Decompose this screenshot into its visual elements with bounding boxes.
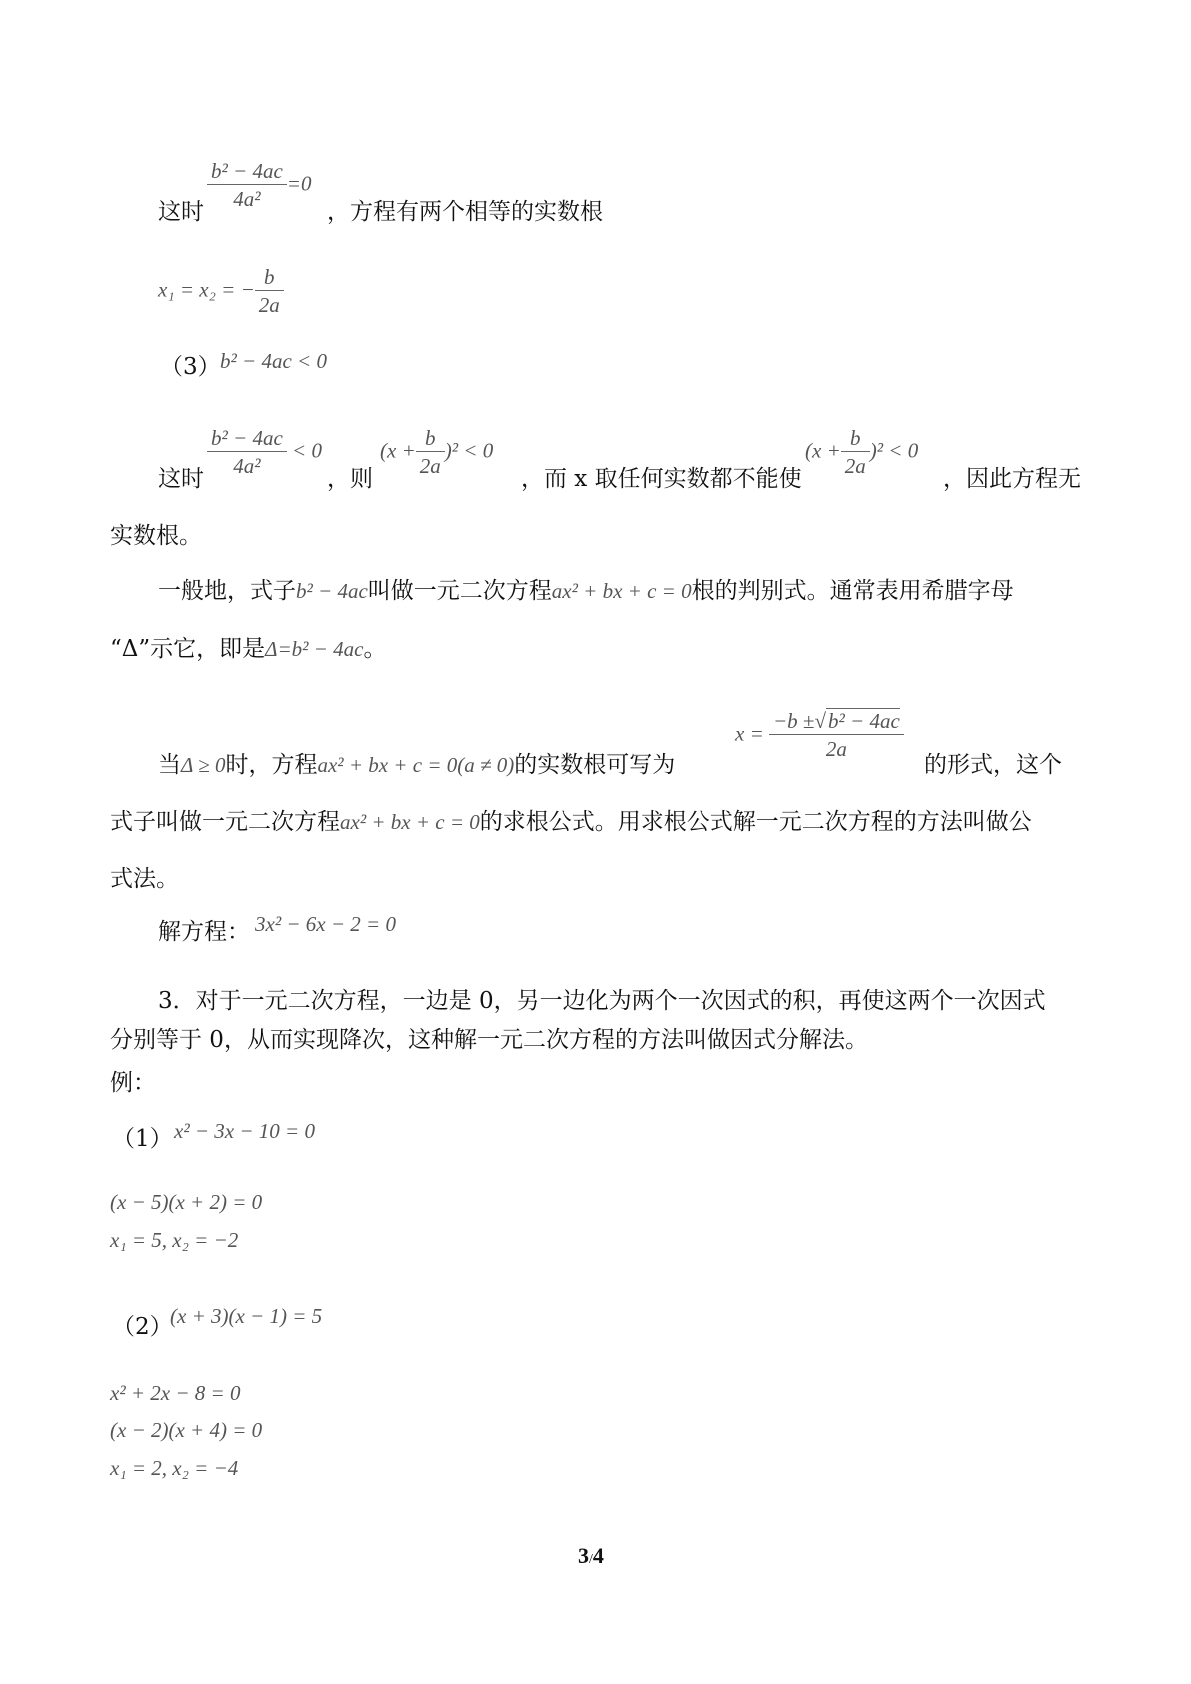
discriminant-fraction-negative xyxy=(207,425,322,480)
math-delta-nonneg: Δ ≥ 0 xyxy=(181,753,226,777)
square-den: 2a xyxy=(844,454,866,478)
text-zheshi-2: 这时 xyxy=(158,466,204,492)
text: 一般地，式子 xyxy=(158,578,296,604)
text: 。 xyxy=(363,636,387,662)
text-equal-roots: ，方程有两个相等的实数根 xyxy=(327,199,603,225)
text-zheshi-1: 这时 xyxy=(158,199,204,225)
math-discriminant: b² − 4ac xyxy=(296,579,368,603)
fraction-rhs: < 0 xyxy=(292,438,322,463)
square-den: 2a xyxy=(419,454,441,478)
page-separator: / xyxy=(589,1552,593,1567)
text-formula-method: 式法。 xyxy=(110,866,179,892)
fraction-denominator: 4a² xyxy=(233,187,261,211)
example-2-step2: (x − 2)(x + 4) = 0 xyxy=(110,1418,263,1442)
formula-lhs: x = xyxy=(735,721,764,746)
case-3-label: （3） xyxy=(160,354,221,380)
factor-method-line2: 分别等于 0，从而实现降次，这种解一元二次方程的方法叫做因式分解法。 xyxy=(110,1027,868,1053)
text: 的实数根可写为 xyxy=(514,752,676,778)
math-delta-definition: Δ=b² − 4ac xyxy=(265,637,364,661)
text: 当 xyxy=(158,752,181,778)
text-form: 的形式，这个 xyxy=(924,752,1062,778)
text: 的求根公式。用求根公式解一元二次方程的方法叫做公 xyxy=(479,809,1032,835)
factor-method-line1: 3．对于一元二次方程，一边是 0，另一边化为两个一次因式的积，再使这两个一次因式 xyxy=(158,988,1046,1014)
square-negative-1 xyxy=(380,425,493,480)
square-num: b xyxy=(841,425,870,452)
square-negative-2 xyxy=(805,425,918,480)
equal-roots-lhs: x₁ = x₂ = − xyxy=(158,277,255,302)
example-1-step2: x₁ = 5, x₂ = −2 xyxy=(110,1228,239,1252)
example-2-equation: (x + 3)(x − 1) = 5 xyxy=(170,1304,323,1328)
square-open: (x + xyxy=(805,438,841,463)
text-x-cannot: ，而 x 取任何实数都不能使 xyxy=(521,466,802,492)
equal-roots-formula xyxy=(158,264,284,319)
formula-paragraph-line1 xyxy=(158,750,675,780)
example-2-step3: x₁ = 2, x₂ = −4 xyxy=(110,1456,239,1480)
example-1-equation: x² − 3x − 10 = 0 xyxy=(174,1119,315,1143)
square-open: (x + xyxy=(380,438,416,463)
solve-equation: 3x² − 6x − 2 = 0 xyxy=(255,912,396,936)
page-current: 3 xyxy=(578,1543,589,1568)
formula-paragraph-line2 xyxy=(110,807,1032,837)
fraction-rhs: =0 xyxy=(286,171,312,196)
text-shishugen: 实数根。 xyxy=(110,523,202,549)
page-number xyxy=(578,1543,604,1569)
math-quadratic: ax² + bx + c = 0 xyxy=(551,579,692,603)
discriminant-paragraph-line2 xyxy=(110,634,386,664)
solve-label: 解方程： xyxy=(158,919,250,945)
example-1-step1: (x − 5)(x + 2) = 0 xyxy=(110,1190,263,1214)
text-ze: ，则 xyxy=(327,466,373,492)
equal-roots-num: b xyxy=(255,264,284,291)
case-3-expr: b² − 4ac < 0 xyxy=(220,349,327,373)
discriminant-fraction-equal xyxy=(207,158,311,213)
quadratic-formula: x = $\frac{\text{−b ±√b² − 4ac}}{2a}$ xyxy=(735,708,904,763)
example-2-label: （2） xyxy=(112,1314,173,1340)
math-quadratic-a-nonzero: ax² + bx + c = 0(a ≠ 0) xyxy=(317,753,515,777)
math-quadratic: ax² + bx + c = 0 xyxy=(340,810,480,834)
text: “Δ”示它，即是 xyxy=(110,636,266,662)
text-no-roots: ，因此方程无 xyxy=(943,466,1081,492)
formula-den: 2a xyxy=(825,737,847,761)
text: 时，方程 xyxy=(225,752,318,778)
square-num: b xyxy=(416,425,445,452)
text: 式子叫做一元二次方程 xyxy=(110,809,340,835)
square-close: )² < 0 xyxy=(869,438,919,463)
fraction-denominator: 4a² xyxy=(233,454,261,478)
text: 叫做一元二次方程 xyxy=(367,578,552,604)
formula-num-pre: −b ± xyxy=(773,709,815,733)
example-label: 例： xyxy=(110,1070,156,1096)
text: 根的判别式。通常表用希腊字母 xyxy=(691,578,1014,604)
fraction-numerator: b² − 4ac xyxy=(207,425,287,452)
example-1-label: （1） xyxy=(112,1126,173,1152)
example-2-step1: x² + 2x − 8 = 0 xyxy=(110,1381,241,1405)
fraction-numerator: b² − 4ac xyxy=(207,158,287,185)
equal-roots-den: 2a xyxy=(258,293,280,317)
formula-radicand: b² − 4ac xyxy=(827,709,900,733)
square-close: )² < 0 xyxy=(444,438,494,463)
page-total: 4 xyxy=(592,1543,604,1568)
discriminant-paragraph-line1 xyxy=(158,576,1014,606)
